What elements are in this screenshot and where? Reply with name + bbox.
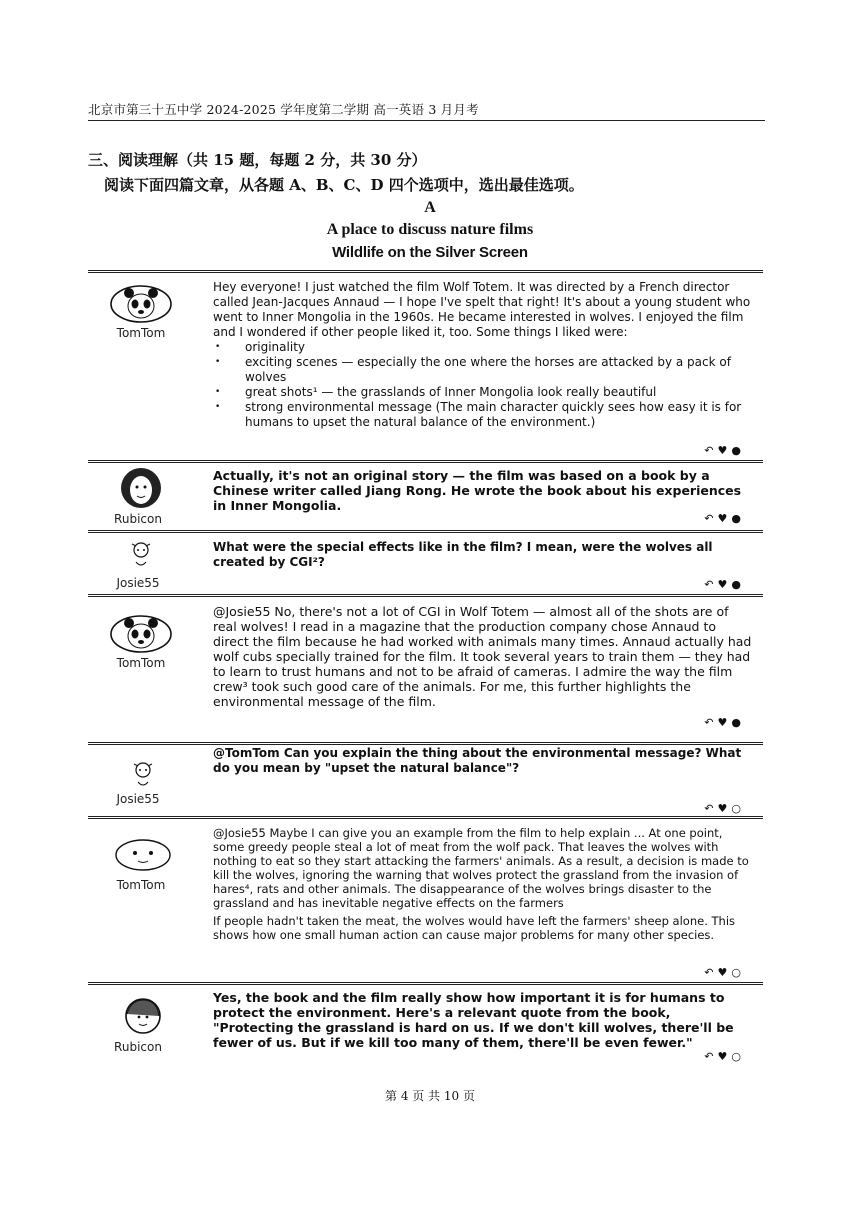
panda-outline-avatar-icon [108, 838, 178, 872]
passage-letter: A [424, 199, 436, 216]
post-username: Josie55 [116, 792, 160, 806]
post-actions [704, 578, 745, 591]
post-text: @TomTom Can you explain the thing about the environmental message? What do you mean by "upset the natural balance"? [213, 746, 742, 775]
page-footer: 第 4 页 共 10 页 [385, 1089, 475, 1103]
post-text: If people hadn't taken the meat, the wolves would have left the farmers' sheep alone. This shows how one small human action can cause major problems for many other species. [213, 914, 736, 942]
forum-post [88, 594, 763, 742]
heart-icon[interactable]: ♥ [717, 716, 732, 729]
comment-icon[interactable]: ● [731, 444, 745, 457]
comment-icon[interactable]: ○ [731, 802, 745, 815]
post-text: @Josie55 No, there's not a lot of CGI in Wolf Totem — almost all of the shots are of real wolves! I read in a magazine that the production company chose Annaud to direct the film because he had worked with animals many times. Annaud actually had wolf cubs specially trained for the film. It took several years to train them — they had to learn to trust humans and not to be afraid of cameras. I admire the way the film crew³ took such good care of the animals. For me, this further highlights the environmental message of the film. [213, 604, 752, 709]
post-text: Yes, the book and the film really show how important it is for humans to protect the environment. Here's a relevant quote from the book, "Protecting the grassland is hard on us. If we don't kill wolves, there'll be fewer of us. But if we kill too many of them, there'll be even fewer." [213, 990, 734, 1050]
heart-icon[interactable]: ♥ [717, 1050, 732, 1063]
post-actions [704, 512, 745, 525]
heart-icon[interactable]: ♥ [717, 512, 732, 525]
post-text: Hey everyone! I just watched the film Wolf Totem. It was directed by a French director called Jean-Jacques Annaud — I hope I've spelt that right! It's about a young student who went to Inner Mongolia in the 1960s. He became interested in wolves. I enjoyed the film and I wondered if other people liked it, too. Some things I liked were: [213, 280, 751, 339]
reply-icon[interactable]: ↶ [704, 578, 718, 591]
section-instruction: 阅读下面四篇文章，从各题 A、B、C、D 四个选项中，选出最佳选项。 [104, 176, 584, 194]
forum-post [88, 982, 763, 1067]
post-actions [704, 1050, 745, 1063]
post-actions [704, 966, 745, 979]
heart-icon[interactable]: ♥ [717, 966, 732, 979]
forum-post [88, 742, 763, 816]
comment-icon[interactable]: ○ [731, 966, 745, 979]
forum-post [88, 530, 763, 594]
liked-list [213, 340, 753, 430]
post-username: Rubicon [114, 1040, 162, 1054]
panda-avatar-icon [106, 614, 176, 654]
passage-title: A place to discuss nature films [326, 221, 534, 238]
post-divider [88, 982, 763, 985]
post-username: TomTom [116, 656, 166, 670]
post-username: Josie55 [116, 576, 160, 590]
post-text: What were the special effects like in the film? I mean, were the wolves all created by CGI²? [213, 540, 713, 569]
comment-icon[interactable]: ○ [731, 1050, 745, 1063]
reply-icon[interactable]: ↶ [704, 444, 718, 457]
sketch-avatar-icon [108, 758, 178, 792]
post-username: TomTom [116, 878, 166, 892]
post-divider [88, 816, 763, 819]
list-item: • strong environmental message (The main character quickly sees how easy it is for humans to upset the natural balance of the environment.) [213, 400, 753, 430]
forum-post [88, 270, 763, 460]
reply-icon[interactable]: ↶ [704, 802, 718, 815]
post-username: TomTom [116, 326, 166, 340]
post-divider [88, 594, 763, 597]
heart-icon[interactable]: ♥ [717, 578, 732, 591]
woman-sketch-avatar-icon [108, 996, 178, 1036]
post-text: @Josie55 Maybe I can give you an example from the film to help explain ... At one point, some greedy people steal a lot of meat from the wolf pack. That leaves the wolves with nothing to eat so they start attacking the farmers' animals. As a result, a decision is made to kill the wolves, ignoring the warning that wolves protect the grassland from the invasion of hares⁴, rats and other animals. The disappearance of the wolves brings disaster to the grassland and has inevitable negative effects on the farmers [213, 826, 749, 910]
list-item: • great shots¹ — the grasslands of Inner Mongolia look really beautiful [213, 385, 753, 400]
reply-icon[interactable]: ↶ [704, 1050, 718, 1063]
page-header: 北京市第三十五中学 2024-2025 学年度第二学期 高一英语 3 月月考 [88, 102, 479, 117]
post-divider [88, 460, 763, 463]
post-text: Actually, it's not an original story — the film was based on a book by a Chinese writer called Jiang Rong. He wrote the book about his experiences in Inner Mongolia. [213, 468, 742, 513]
post-divider [88, 530, 763, 533]
woman-avatar-icon [106, 466, 176, 510]
passage-subtitle: Wildlife on the Silver Screen [332, 244, 528, 261]
post-username: Rubicon [114, 512, 162, 526]
post-actions [704, 802, 745, 815]
list-item: • originality [213, 340, 753, 355]
forum-post [88, 816, 763, 982]
forum-thread [88, 270, 763, 1067]
post-divider [88, 270, 763, 273]
panda-avatar-icon [106, 284, 176, 324]
reply-icon[interactable]: ↶ [704, 716, 718, 729]
heart-icon[interactable]: ♥ [717, 444, 732, 457]
post-divider [88, 742, 763, 745]
section-title: 三、阅读理解（共 15 题，每题 2 分，共 30 分） [88, 151, 427, 169]
heart-icon[interactable]: ♥ [717, 802, 732, 815]
sketch-avatar-icon [106, 538, 176, 572]
list-item: • exciting scenes — especially the one where the horses are attacked by a pack of wolves [213, 355, 753, 385]
comment-icon[interactable]: ● [731, 716, 745, 729]
forum-post [88, 460, 763, 530]
reply-icon[interactable]: ↶ [704, 966, 718, 979]
post-body [213, 826, 753, 942]
header-rule [88, 120, 765, 121]
post-actions [704, 444, 745, 457]
comment-icon[interactable]: ● [731, 512, 745, 525]
reply-icon[interactable]: ↶ [704, 512, 718, 525]
comment-icon[interactable]: ● [731, 578, 745, 591]
post-actions [704, 716, 745, 729]
post-body [213, 280, 753, 430]
